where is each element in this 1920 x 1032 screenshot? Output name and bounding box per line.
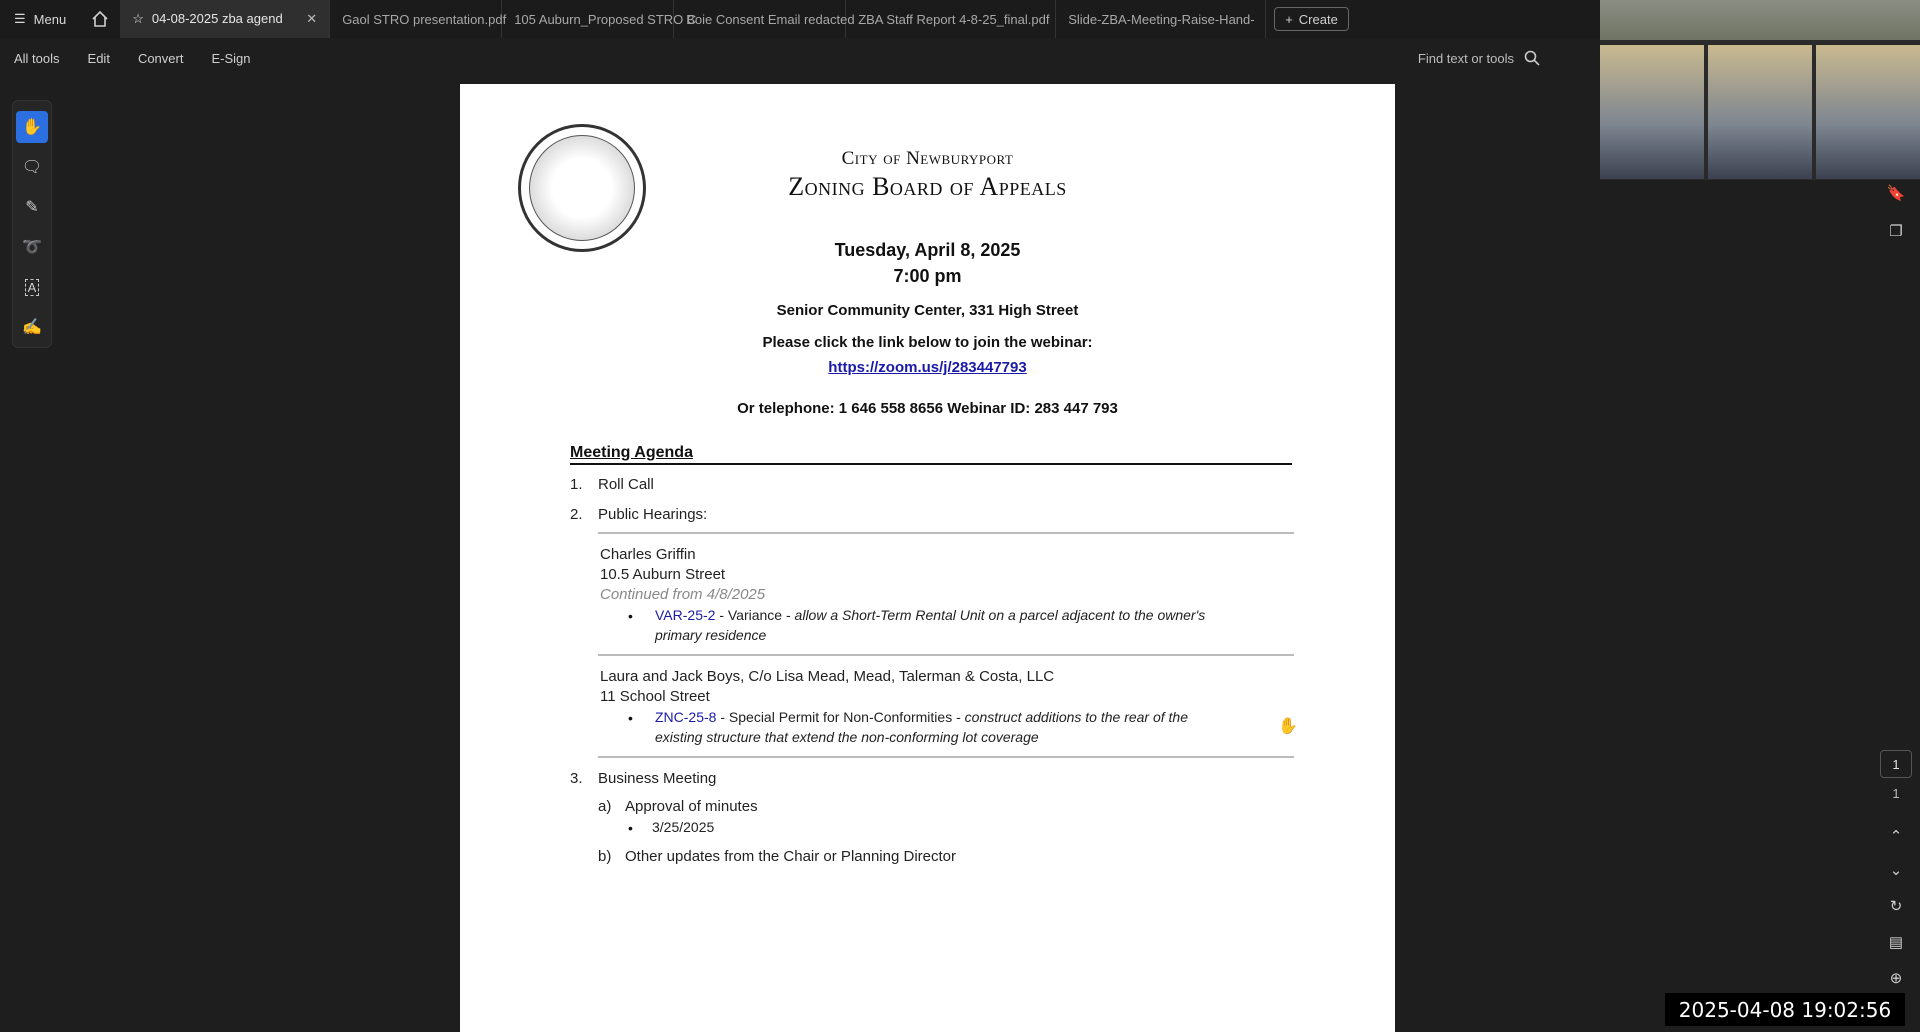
chevron-down-icon: ⌄ [1889, 862, 1903, 879]
hearing-1-case-cont: primary residence [655, 627, 767, 643]
lasso-icon: ➰ [22, 239, 42, 256]
tab-staff-report[interactable] [846, 0, 1056, 38]
agenda-item-public-hearings: Public Hearings: [598, 506, 708, 523]
case-description: construct additions to the rear of the [964, 709, 1189, 725]
hand-tool[interactable] [16, 111, 48, 143]
convert-menu[interactable]: Convert [137, 50, 184, 66]
search-icon [1524, 50, 1540, 66]
bullet: • [628, 608, 633, 624]
meeting-date: Tuesday, April 8, 2025 [834, 240, 1021, 260]
pages-tool[interactable] [1884, 219, 1908, 243]
sub-item-other-updates: Other updates from the Chair or Planning Director [625, 848, 956, 865]
menu-button[interactable] [0, 0, 80, 38]
divider [598, 756, 1294, 758]
right-rail [1872, 38, 1920, 1032]
home-icon [91, 10, 109, 28]
zoom-in-button[interactable] [1884, 966, 1908, 990]
meeting-time: 7:00 pm [893, 266, 962, 286]
divider [598, 654, 1294, 656]
webinar-link[interactable]: https://zoom.us/j/283447793 [828, 359, 1027, 376]
find-tools[interactable] [1418, 38, 1540, 78]
tab-label: Gaol STRO presentation.pdf [342, 11, 507, 27]
tab-label: 04-08-2025 zba agend [151, 11, 283, 26]
sub-item-approval-minutes: Approval of minutes [625, 798, 758, 815]
rotate-button[interactable] [1884, 894, 1908, 918]
close-tab-icon[interactable]: ✕ [306, 11, 318, 26]
sub-item-letter: b) [598, 848, 612, 865]
hearing-2-case [655, 709, 1275, 725]
bookmark-tool[interactable] [1884, 181, 1908, 205]
agenda-title: Meeting Agenda [570, 444, 693, 461]
minutes-date: 3/25/2025 [652, 819, 715, 835]
page-number-input[interactable]: 1 [1880, 750, 1912, 778]
quick-tools-palette [12, 100, 52, 348]
bullet: • [628, 710, 633, 726]
participant-video-2[interactable] [1708, 45, 1812, 179]
item-number: 2. [570, 506, 583, 523]
signature-icon: ✍ [22, 319, 42, 336]
video-participants [1600, 0, 1920, 180]
hearing-2-applicant: Laura and Jack Boys, C/o Lisa Mead, Mead, Talerman & Costa, LLC [600, 668, 1055, 685]
edit-menu[interactable]: Edit [87, 50, 110, 66]
pen-icon: ✎ [25, 199, 39, 216]
tab-stro-presentation[interactable] [330, 0, 507, 38]
recording-timestamp: 2025-04-08 19:02:56 [1665, 993, 1905, 1026]
hearing-1-applicant: Charles Griffin [600, 546, 696, 563]
tab-zba-agenda[interactable] [120, 0, 330, 38]
plus-icon: + [1285, 11, 1293, 27]
all-tools-menu[interactable]: All tools [14, 50, 60, 66]
next-page-button[interactable] [1884, 858, 1908, 882]
hamburger-icon: ☰ [14, 11, 26, 26]
page-total: 1 [1892, 786, 1900, 801]
hearing-2-address: 11 School Street [600, 688, 710, 705]
fit-page-icon: ▤ [1888, 934, 1904, 951]
sign-tool[interactable] [16, 311, 48, 343]
zoom-in-icon: ⊕ [1889, 970, 1903, 987]
tab-label: Boie Consent Email redacted [686, 11, 855, 27]
text-select-icon: A [25, 279, 40, 296]
tab-auburn-proposed[interactable] [502, 0, 697, 38]
prev-page-button[interactable] [1884, 824, 1908, 848]
hand-icon: ✋ [22, 119, 42, 136]
tab-label: 105 Auburn_Proposed STRO C [514, 11, 697, 27]
participant-video-3[interactable] [1816, 45, 1920, 179]
board-name: Zoning Board of Appeals [788, 172, 1067, 201]
item-number: 3. [570, 770, 583, 787]
pdf-page [460, 84, 1395, 1032]
text-select-tool[interactable] [16, 271, 48, 303]
meeting-location: Senior Community Center, 331 High Street [776, 302, 1079, 319]
comment-tool[interactable] [16, 151, 48, 183]
item-number: 1. [570, 476, 583, 493]
webinar-prompt: Please click the link below to join the webinar: [762, 334, 1093, 351]
rotate-icon: ↻ [1889, 898, 1903, 915]
agenda-item-business-meeting: Business Meeting [598, 770, 717, 787]
participant-video-1[interactable] [1600, 45, 1704, 179]
find-label: Find text or tools [1417, 50, 1514, 66]
case-code: ZNC-25-8 [655, 709, 717, 725]
highlight-tool[interactable] [16, 191, 48, 223]
divider [598, 532, 1294, 534]
star-icon[interactable]: ☆ [132, 11, 144, 26]
menu-label: Menu [33, 11, 67, 27]
create-label: Create [1298, 11, 1338, 27]
divider [570, 463, 1292, 465]
draw-tool[interactable] [16, 231, 48, 263]
pages-icon: ❐ [1889, 223, 1903, 240]
hearing-1-case [655, 607, 1275, 623]
hearing-1-address: 10.5 Auburn Street [600, 566, 726, 583]
comment-icon: 🗨 [21, 159, 43, 176]
city-name: City of Newburyport [841, 148, 1014, 169]
hearing-1-note: Continued from 4/8/2025 [600, 586, 766, 603]
sub-item-letter: a) [598, 798, 612, 815]
tab-label: Slide-ZBA-Meeting-Raise-Hand- [1068, 11, 1255, 27]
bookmark-icon: 🔖 [1886, 185, 1906, 202]
case-type: - Special Permit for Non-Conformities - [716, 709, 965, 725]
toolbar [0, 38, 1600, 78]
case-code: VAR-25-2 [655, 607, 716, 623]
room-camera-feed [1600, 0, 1920, 40]
tab-consent-email[interactable] [674, 0, 855, 38]
tab-label: ZBA Staff Report 4-8-25_final.pdf [858, 11, 1050, 27]
case-type: - Variance - [715, 607, 795, 623]
esign-menu[interactable]: E-Sign [211, 50, 251, 66]
create-button[interactable] [1274, 7, 1349, 31]
hearing-2-case-cont: existing structure that extend the non-conforming lot coverage [655, 729, 1039, 745]
hand-cursor-icon: ✋ [1278, 718, 1298, 735]
telephone-info: Or telephone: 1 646 558 8656 Webinar ID: 283 447 793 [737, 400, 1118, 417]
case-description: allow a Short-Term Rental Unit on a parcel adjacent to the owner's [794, 607, 1206, 623]
bullet: • [628, 820, 633, 836]
agenda-item-roll-call: Roll Call [598, 476, 654, 493]
tab-raise-hand-slide[interactable] [1056, 0, 1266, 38]
home-button[interactable] [80, 0, 120, 38]
chevron-up-icon: ⌃ [1889, 828, 1903, 845]
fit-page-button[interactable] [1884, 930, 1908, 954]
